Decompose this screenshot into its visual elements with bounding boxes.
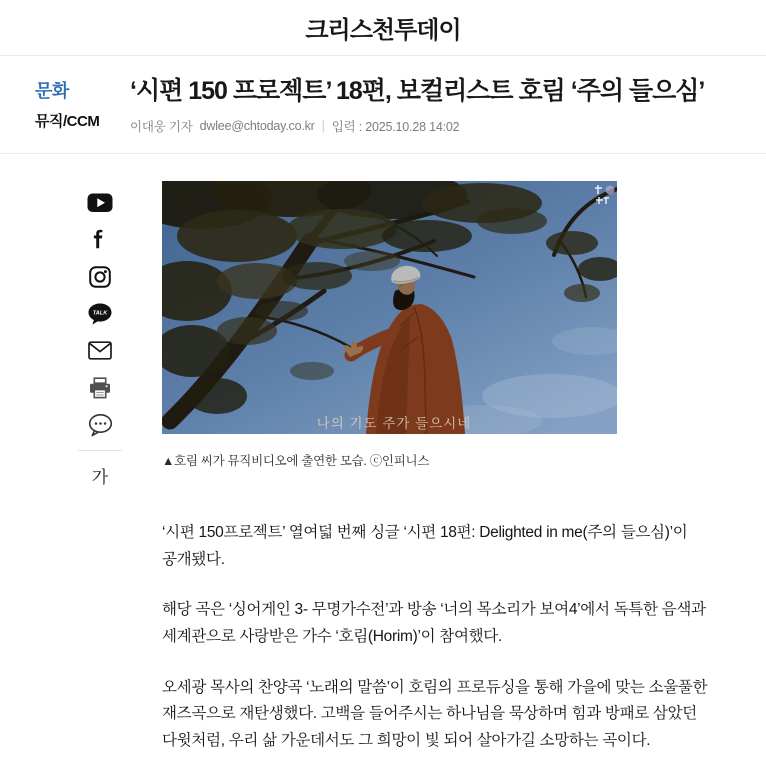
share-email-button[interactable] xyxy=(76,332,124,369)
article-photo xyxy=(162,181,617,469)
email-icon xyxy=(88,341,112,360)
font-size-button[interactable] xyxy=(76,457,124,494)
share-kakaotalk-button[interactable] xyxy=(76,295,124,332)
video-subtitle: 나의 기도 주가 들으시네 xyxy=(316,416,472,431)
youtube-icon xyxy=(87,193,113,213)
site-logo[interactable]: 크리스천투데이 xyxy=(305,17,461,44)
print-button[interactable] xyxy=(76,369,124,406)
kakaotalk-icon xyxy=(87,302,113,326)
byline xyxy=(130,117,726,135)
site-header xyxy=(0,0,766,56)
published-time: 입력 : 2025.10.28 14:02 xyxy=(331,119,460,134)
article-text xyxy=(162,520,750,755)
article-body xyxy=(162,154,758,755)
instagram-icon xyxy=(88,265,112,289)
article-header xyxy=(0,56,766,154)
reporter-name: 이대웅 기자 xyxy=(130,119,193,134)
comment-icon xyxy=(87,413,114,437)
share-rail xyxy=(0,154,162,755)
article-title: ‘시편 150 프로젝트’ 18편, 보컬리스트 호림 ‘주의 들으심’ xyxy=(130,77,705,105)
kakaotalk-label: TALK xyxy=(92,310,108,317)
share-facebook-button[interactable] xyxy=(76,221,124,258)
rail-divider xyxy=(78,450,122,451)
facebook-icon xyxy=(89,229,111,251)
category-link[interactable]: 문화 xyxy=(35,81,69,101)
font-size-label: 가 xyxy=(91,468,109,487)
reporter-email[interactable]: dwlee@chtoday.co.kr xyxy=(199,118,315,133)
comment-button[interactable] xyxy=(76,406,124,443)
print-icon xyxy=(88,377,112,399)
paragraph: 오세광 목사의 찬양곡 ‘노래의 말씀’이 호림의 프로듀싱을 통해 가을에 맞는 소울풀한 재즈곡으로 재탄생했다. 고백을 들어주시는 하나님을 묵상하며 힘과 방패로 삼았던 다윗처럼, 우리 삶 가운데서도 그 희망이 빛 되어 살아가길 소망하는 곡이다. xyxy=(162,678,708,749)
share-youtube-button[interactable] xyxy=(76,184,124,221)
subcategory-link[interactable]: 뮤직/CCM xyxy=(35,113,100,130)
paragraph: ‘시편 150프로젝트’ 열여덟 번째 싱글 ‘시편 18편: Delighted in me(주의 들으심)’이 공개됐다. xyxy=(162,524,688,568)
share-instagram-button[interactable] xyxy=(76,258,124,295)
category-column xyxy=(35,77,130,153)
music-video-still xyxy=(162,181,617,434)
paragraph: 해당 곡은 ‘싱어게인 3- 무명가수전’과 방송 ‘너의 목소리가 보여4’에서 독특한 음색과 세계관으로 사랑받은 가수 ‘호림(Horim)’이 참여했다. xyxy=(162,601,706,645)
title-column xyxy=(130,77,726,153)
photo-caption: ▲호림 씨가 뮤직비디오에 출연한 모습. ⓒ인피니스 xyxy=(162,454,430,468)
content-area xyxy=(0,154,766,755)
byline-separator: | xyxy=(321,118,325,133)
